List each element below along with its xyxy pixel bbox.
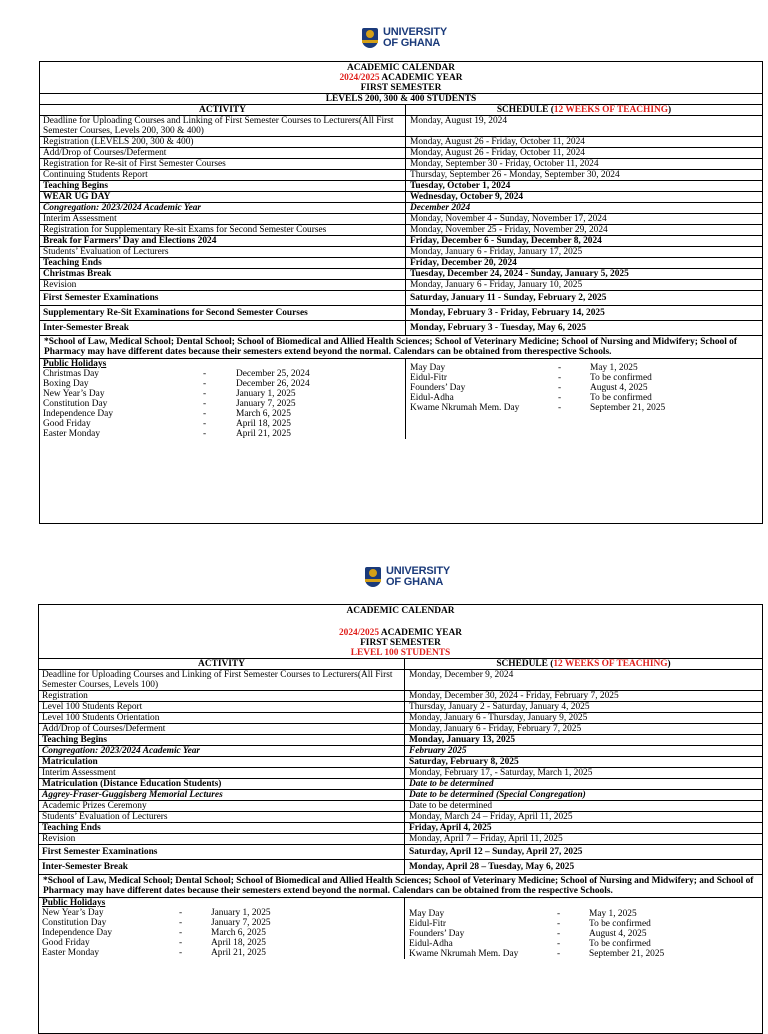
holiday-date: August 4, 2025 [589, 929, 647, 939]
holiday-name: Good Friday [42, 938, 90, 948]
crest-icon [361, 26, 379, 50]
activity-cell: Teaching Begins [40, 181, 406, 191]
holiday-dash: - [203, 399, 207, 409]
activity-cell: Deadline for Uploading Courses and Linking of First Semester Courses to Lecturers(All First Semester Courses, Levels 100) [39, 670, 405, 690]
schedule-cell: Thursday, January 2 - Saturday, January 4, 2025 [409, 702, 590, 712]
holiday-dash: - [179, 928, 183, 938]
schedule-cell: Friday, December 6 - Sunday, December 8, 2024 [410, 236, 602, 246]
teaching-weeks: 12 WEEKS OF TEACHING [553, 659, 668, 669]
spacer [39, 616, 762, 628]
teaching-weeks: 12 WEEKS OF TEACHING [553, 105, 669, 115]
holiday-date: To be confirmed [590, 373, 652, 383]
column-headers [40, 104, 762, 115]
table-row [40, 158, 762, 169]
table-row [40, 279, 762, 290]
schedule-cell: Monday, January 13, 2025 [409, 735, 516, 745]
schedule-cell: Monday, November 4 - Sunday, November 17, 2024 [410, 214, 607, 224]
activity-cell: Continuing Students Report [40, 170, 406, 180]
schedule-cell: Monday, November 25 - Friday, November 29, 2024 [410, 225, 608, 235]
holiday-dash: - [179, 938, 183, 948]
holiday-item [410, 403, 758, 413]
schedule-cell: Monday, February 17, - Saturday, March 1, 2025 [409, 768, 593, 778]
schedule-label: SCHEDULE ( [496, 105, 554, 115]
holiday-name: Good Friday [43, 419, 91, 429]
activity-cell: Registration for Supplementary Re-sit Exams for Second Semester Courses [40, 225, 406, 235]
activity-cell: Aggrey-Fraser-Guggisberg Memorial Lectures [39, 790, 405, 800]
schedule-cell: Wednesday, October 9, 2024 [410, 192, 524, 202]
holiday-name: Boxing Day [43, 379, 89, 389]
holiday-item [42, 908, 401, 918]
table-row [39, 756, 762, 767]
table-row [39, 789, 762, 800]
table-row [40, 147, 762, 158]
table-row [40, 180, 762, 191]
crest-icon [364, 565, 382, 589]
table-row [39, 701, 762, 712]
schedule-cell: Monday, August 26 - Friday, October 11, 2024 [410, 137, 585, 147]
holiday-item [43, 379, 402, 389]
schedule-cell: Monday, January 6 - Friday, January 17, 2025 [410, 247, 583, 257]
holiday-date: August 4, 2025 [590, 383, 648, 393]
table-row [40, 257, 762, 268]
holiday-date: January 1, 2025 [211, 908, 271, 918]
schedule-cell: Monday, September 30 - Friday, October 11, 2024 [410, 159, 599, 169]
holiday-name: Founders’ Day [409, 929, 465, 939]
activity-cell: First Semester Examinations [39, 845, 405, 859]
holiday-date: April 21, 2025 [211, 948, 266, 958]
table-row [39, 767, 762, 778]
holiday-name: Eidul-Adha [410, 393, 454, 403]
activity-cell: Level 100 Students Report [39, 702, 405, 712]
schedule-label-end: ) [668, 105, 672, 115]
calendar-header [40, 62, 762, 104]
activity-cell: Congregation: 2023/2024 Academic Year [39, 746, 405, 756]
activity-cell: Teaching Begins [39, 735, 405, 745]
schedule-cell: Monday, March 24 – Friday, April 11, 2025 [409, 812, 573, 822]
table-row [39, 745, 762, 756]
academic-calendar-level-100 [38, 604, 763, 1034]
table-row [40, 202, 762, 213]
academic-calendar-levels-200-400 [39, 61, 763, 524]
academic-year-line [40, 73, 762, 83]
holiday-date: April 18, 2025 [236, 419, 291, 429]
schedule-column-header [405, 659, 762, 669]
holiday-dash: - [558, 373, 562, 383]
schedule-cell: Monday, April 28 – Tuesday, May 6, 2025 [409, 862, 575, 872]
schedule-cell: Monday, January 6 - Friday, February 7, 2025 [409, 724, 582, 734]
activity-cell: Revision [39, 834, 405, 844]
holiday-date: To be confirmed [589, 939, 651, 949]
activity-cell: Students’ Evaluation of Lecturers [40, 247, 406, 257]
schedule-cell: Friday, April 4, 2025 [409, 823, 492, 833]
table-row [39, 811, 762, 822]
holiday-item [43, 399, 402, 409]
holiday-name: New Year’s Day [42, 908, 104, 918]
holiday-date: April 21, 2025 [236, 429, 291, 439]
table-row [40, 290, 762, 305]
holiday-dash: - [557, 909, 561, 919]
schedule-cell: Monday, April 7 – Friday, April 11, 2025 [409, 834, 563, 844]
holiday-name: Eidul-Fitr [410, 373, 447, 383]
holiday-date: December 25, 2024 [236, 369, 310, 379]
holiday-date: April 18, 2025 [211, 938, 266, 948]
schedule-cell: Date to be determined [409, 801, 493, 811]
holiday-name: Constitution Day [42, 918, 107, 928]
table-row [40, 115, 762, 136]
university-logo [364, 565, 450, 589]
table-row [39, 859, 762, 874]
holiday-name: May Day [409, 909, 445, 919]
activity-cell: Matriculation [39, 757, 405, 767]
holiday-item [43, 429, 402, 439]
logo-text: UNIVERSITY OF GHANA [383, 26, 448, 49]
holiday-name: Independence Day [42, 928, 113, 938]
academic-year: 2024/2025 [339, 73, 380, 83]
public-holidays [39, 897, 762, 959]
calendar-title: ACADEMIC CALENDAR [346, 63, 456, 73]
schedule-cell: Saturday, February 8, 2025 [409, 757, 519, 767]
holiday-name: Eidul-Fitr [409, 919, 446, 929]
table-row [40, 235, 762, 246]
table-row [40, 191, 762, 202]
public-holidays [40, 358, 762, 439]
holiday-date: January 1, 2025 [236, 389, 296, 399]
holiday-name: Easter Monday [43, 429, 101, 439]
activity-cell: Matriculation (Distance Education Students) [39, 779, 405, 789]
holiday-item [409, 909, 758, 919]
activity-cell: Interim Assessment [40, 214, 406, 224]
holiday-date: September 21, 2025 [589, 949, 665, 959]
holiday-dash: - [179, 918, 183, 928]
holiday-item [409, 929, 758, 939]
holiday-name: New Year’s Day [43, 389, 105, 399]
holiday-name: Eidul-Adha [409, 939, 453, 949]
activity-cell: Revision [40, 280, 406, 290]
semester-title: FIRST SEMESTER [360, 638, 441, 648]
activity-cell: First Semester Examinations [40, 291, 406, 305]
holiday-dash: - [203, 409, 207, 419]
table-row [40, 246, 762, 257]
table-row [39, 669, 762, 690]
schedule-label-end: ) [667, 659, 671, 669]
holiday-dash: - [203, 389, 207, 399]
holiday-dash: - [179, 948, 183, 958]
table-row [39, 690, 762, 701]
university-logo [361, 26, 447, 50]
holiday-date: September 21, 2025 [590, 403, 666, 413]
schedule-cell: Monday, August 19, 2024 [410, 116, 508, 126]
academic-year-suffix: ACADEMIC YEAR [379, 73, 463, 83]
table-row [39, 800, 762, 811]
holiday-dash: - [558, 393, 562, 403]
schedule-cell: February 2025 [409, 746, 467, 756]
table-row [39, 723, 762, 734]
activity-cell: Add/Drop of Courses/Deferment [40, 148, 406, 158]
table-row [40, 305, 762, 320]
holiday-dash: - [558, 383, 562, 393]
holiday-item [43, 419, 402, 429]
activity-cell: Inter-Semester Break [39, 860, 405, 874]
holidays-right-column [405, 898, 762, 959]
semester-title: FIRST SEMESTER [360, 83, 442, 93]
holiday-name: Founders’ Day [410, 383, 466, 393]
levels-title: LEVEL 100 STUDENTS [350, 648, 451, 658]
table-row [39, 734, 762, 745]
schedule-cell: Monday, December 30, 2024 - Friday, February 7, 2025 [409, 691, 619, 701]
activity-cell: Inter-Semester Break [40, 321, 406, 335]
academic-year-line [39, 628, 762, 638]
schedule-cell: Saturday, April 12 – Sunday, April 27, 2025 [409, 847, 583, 857]
holiday-item [410, 373, 758, 383]
schedule-label: SCHEDULE ( [496, 659, 554, 669]
academic-year-suffix: ACADEMIC YEAR [379, 628, 463, 638]
schedule-cell: Friday, December 20, 2024 [410, 258, 517, 268]
activity-cell: Congregation: 2023/2024 Academic Year [40, 203, 406, 213]
activity-cell: Teaching Ends [39, 823, 405, 833]
activity-cell: Registration for Re-sit of First Semester Courses [40, 159, 406, 169]
holiday-dash: - [179, 908, 183, 918]
activity-cell: Break for Farmers’ Day and Elections 2024 [40, 236, 406, 246]
activity-cell: Registration (LEVELS 200, 300 & 400) [40, 137, 406, 147]
holiday-dash: - [558, 403, 562, 413]
activity-column-header: ACTIVITY [39, 659, 405, 669]
holidays-right-column [406, 359, 762, 439]
holiday-item [43, 409, 402, 419]
schedule-cell: Monday, February 3 - Friday, February 14, 2025 [410, 308, 605, 318]
holiday-item [43, 369, 402, 379]
activity-cell: Academic Prizes Ceremony [39, 801, 405, 811]
holiday-name: Easter Monday [42, 948, 100, 958]
holiday-dash: - [557, 939, 561, 949]
holiday-item [409, 919, 758, 929]
schedule-cell: Saturday, January 11 - Sunday, February 2, 2025 [410, 293, 607, 303]
holiday-name: Christmas Day [43, 369, 99, 379]
holiday-dash: - [557, 949, 561, 959]
holiday-name: Independence Day [43, 409, 114, 419]
holiday-dash: - [203, 419, 207, 429]
schools-note: *School of Law, Medical School; Dental School; School of Biomedical and Allied Health Sciences; School of Veterinary Medicine; School of Nursing and Midwifery; and School of Pharmacy may have different dates because their semesters extend beyond the normal. Calendars can be obtained from the respective Schools. [39, 874, 762, 897]
column-headers [39, 658, 762, 669]
activity-cell: Interim Assessment [39, 768, 405, 778]
activity-cell: Teaching Ends [40, 258, 406, 268]
holiday-date: January 7, 2025 [236, 399, 296, 409]
schedule-cell: Date to be determined [409, 779, 494, 789]
schedule-cell: Tuesday, December 24, 2024 - Sunday, January 5, 2025 [410, 269, 629, 279]
levels-title: LEVELS 200, 300 & 400 STUDENTS [40, 93, 762, 104]
schedule-cell: Monday, January 6 - Thursday, January 9, 2025 [409, 713, 588, 723]
schedule-cell: Monday, January 6 - Friday, January 10, 2025 [410, 280, 583, 290]
holiday-date: March 6, 2025 [236, 409, 291, 419]
schedule-cell: December 2024 [410, 203, 471, 213]
schedule-cell: Thursday, September 26 - Monday, September 30, 2024 [410, 170, 620, 180]
holiday-item [42, 938, 401, 948]
logo-text: UNIVERSITY OF GHANA [386, 565, 451, 588]
schools-note: *School of Law, Medical School; Dental School; School of Biomedical and Allied Health Sciences; School of Veterinary Medicine; School of Nursing and Midwifery; School of Pharmacy may have different dates because their semesters extend beyond the normal. Calendars can be obtained from therespective Schools. [40, 335, 762, 358]
holiday-item [409, 939, 758, 949]
table-row [39, 712, 762, 723]
table-row [40, 169, 762, 180]
holiday-item [410, 383, 758, 393]
activity-cell: WEAR UG DAY [40, 192, 406, 202]
table-row [39, 833, 762, 844]
schedule-cell: Monday, December 9, 2024 [409, 670, 514, 680]
schedule-cell: Monday, February 3 - Tuesday, May 6, 2025 [410, 323, 587, 333]
holidays-left-column [40, 359, 406, 439]
table-row [40, 268, 762, 279]
table-row [40, 320, 762, 335]
calendar-header [39, 605, 762, 658]
table-row [39, 844, 762, 859]
activity-cell: Deadline for Uploading Courses and Linking of First Semester Courses to Lecturers(All First Semester Courses, Levels 200, 300 & 400) [40, 116, 406, 136]
holiday-name: May Day [410, 363, 446, 373]
table-row [40, 136, 762, 147]
holiday-item [42, 948, 401, 958]
holiday-dash: - [203, 429, 207, 439]
activity-cell: Students’ Evaluation of Lecturers [39, 812, 405, 822]
academic-year: 2024/2025 [338, 628, 380, 638]
schedule-column-header [406, 105, 762, 115]
schedule-cell: Monday, August 26 - Friday, October 11, 2024 [410, 148, 585, 158]
holiday-item [410, 363, 758, 373]
holiday-item [43, 389, 402, 399]
holiday-item [42, 928, 401, 938]
holiday-dash: - [203, 379, 207, 389]
holiday-name: Constitution Day [43, 399, 108, 409]
holiday-item [42, 918, 401, 928]
activity-cell: Level 100 Students Orientation [39, 713, 405, 723]
holiday-item [409, 949, 758, 959]
holiday-date: December 26, 2024 [236, 379, 310, 389]
holiday-name: Kwame Nkrumah Mem. Day [410, 403, 520, 413]
schedule-cell: Tuesday, October 1, 2024 [410, 181, 511, 191]
table-row [40, 213, 762, 224]
holiday-dash: - [203, 369, 207, 379]
schedule-cell: Date to be determined (Special Congregation) [409, 790, 586, 800]
holiday-date: March 6, 2025 [211, 928, 266, 938]
holiday-dash: - [558, 363, 562, 373]
holiday-date: May 1, 2025 [590, 363, 638, 373]
holidays-title: Public Holidays [42, 898, 106, 908]
activity-cell: Supplementary Re-Sit Examinations for Second Semester Courses [40, 306, 406, 320]
table-row [39, 822, 762, 833]
holiday-item [410, 393, 758, 403]
holiday-dash: - [557, 929, 561, 939]
activity-cell: Add/Drop of Courses/Deferment [39, 724, 405, 734]
activity-column-header: ACTIVITY [40, 105, 406, 115]
holiday-name: Kwame Nkrumah Mem. Day [409, 949, 519, 959]
activity-cell: Registration [39, 691, 405, 701]
holidays-title: Public Holidays [43, 359, 107, 369]
table-row [39, 778, 762, 789]
calendar-title: ACADEMIC CALENDAR [346, 606, 455, 616]
activity-cell: Christmas Break [40, 269, 406, 279]
holiday-dash: - [557, 919, 561, 929]
holiday-date: January 7, 2025 [211, 918, 271, 928]
holidays-left-column [39, 898, 405, 959]
holiday-date: May 1, 2025 [589, 909, 637, 919]
table-row [40, 224, 762, 235]
holiday-date: To be confirmed [590, 393, 652, 403]
holiday-date: To be confirmed [589, 919, 651, 929]
